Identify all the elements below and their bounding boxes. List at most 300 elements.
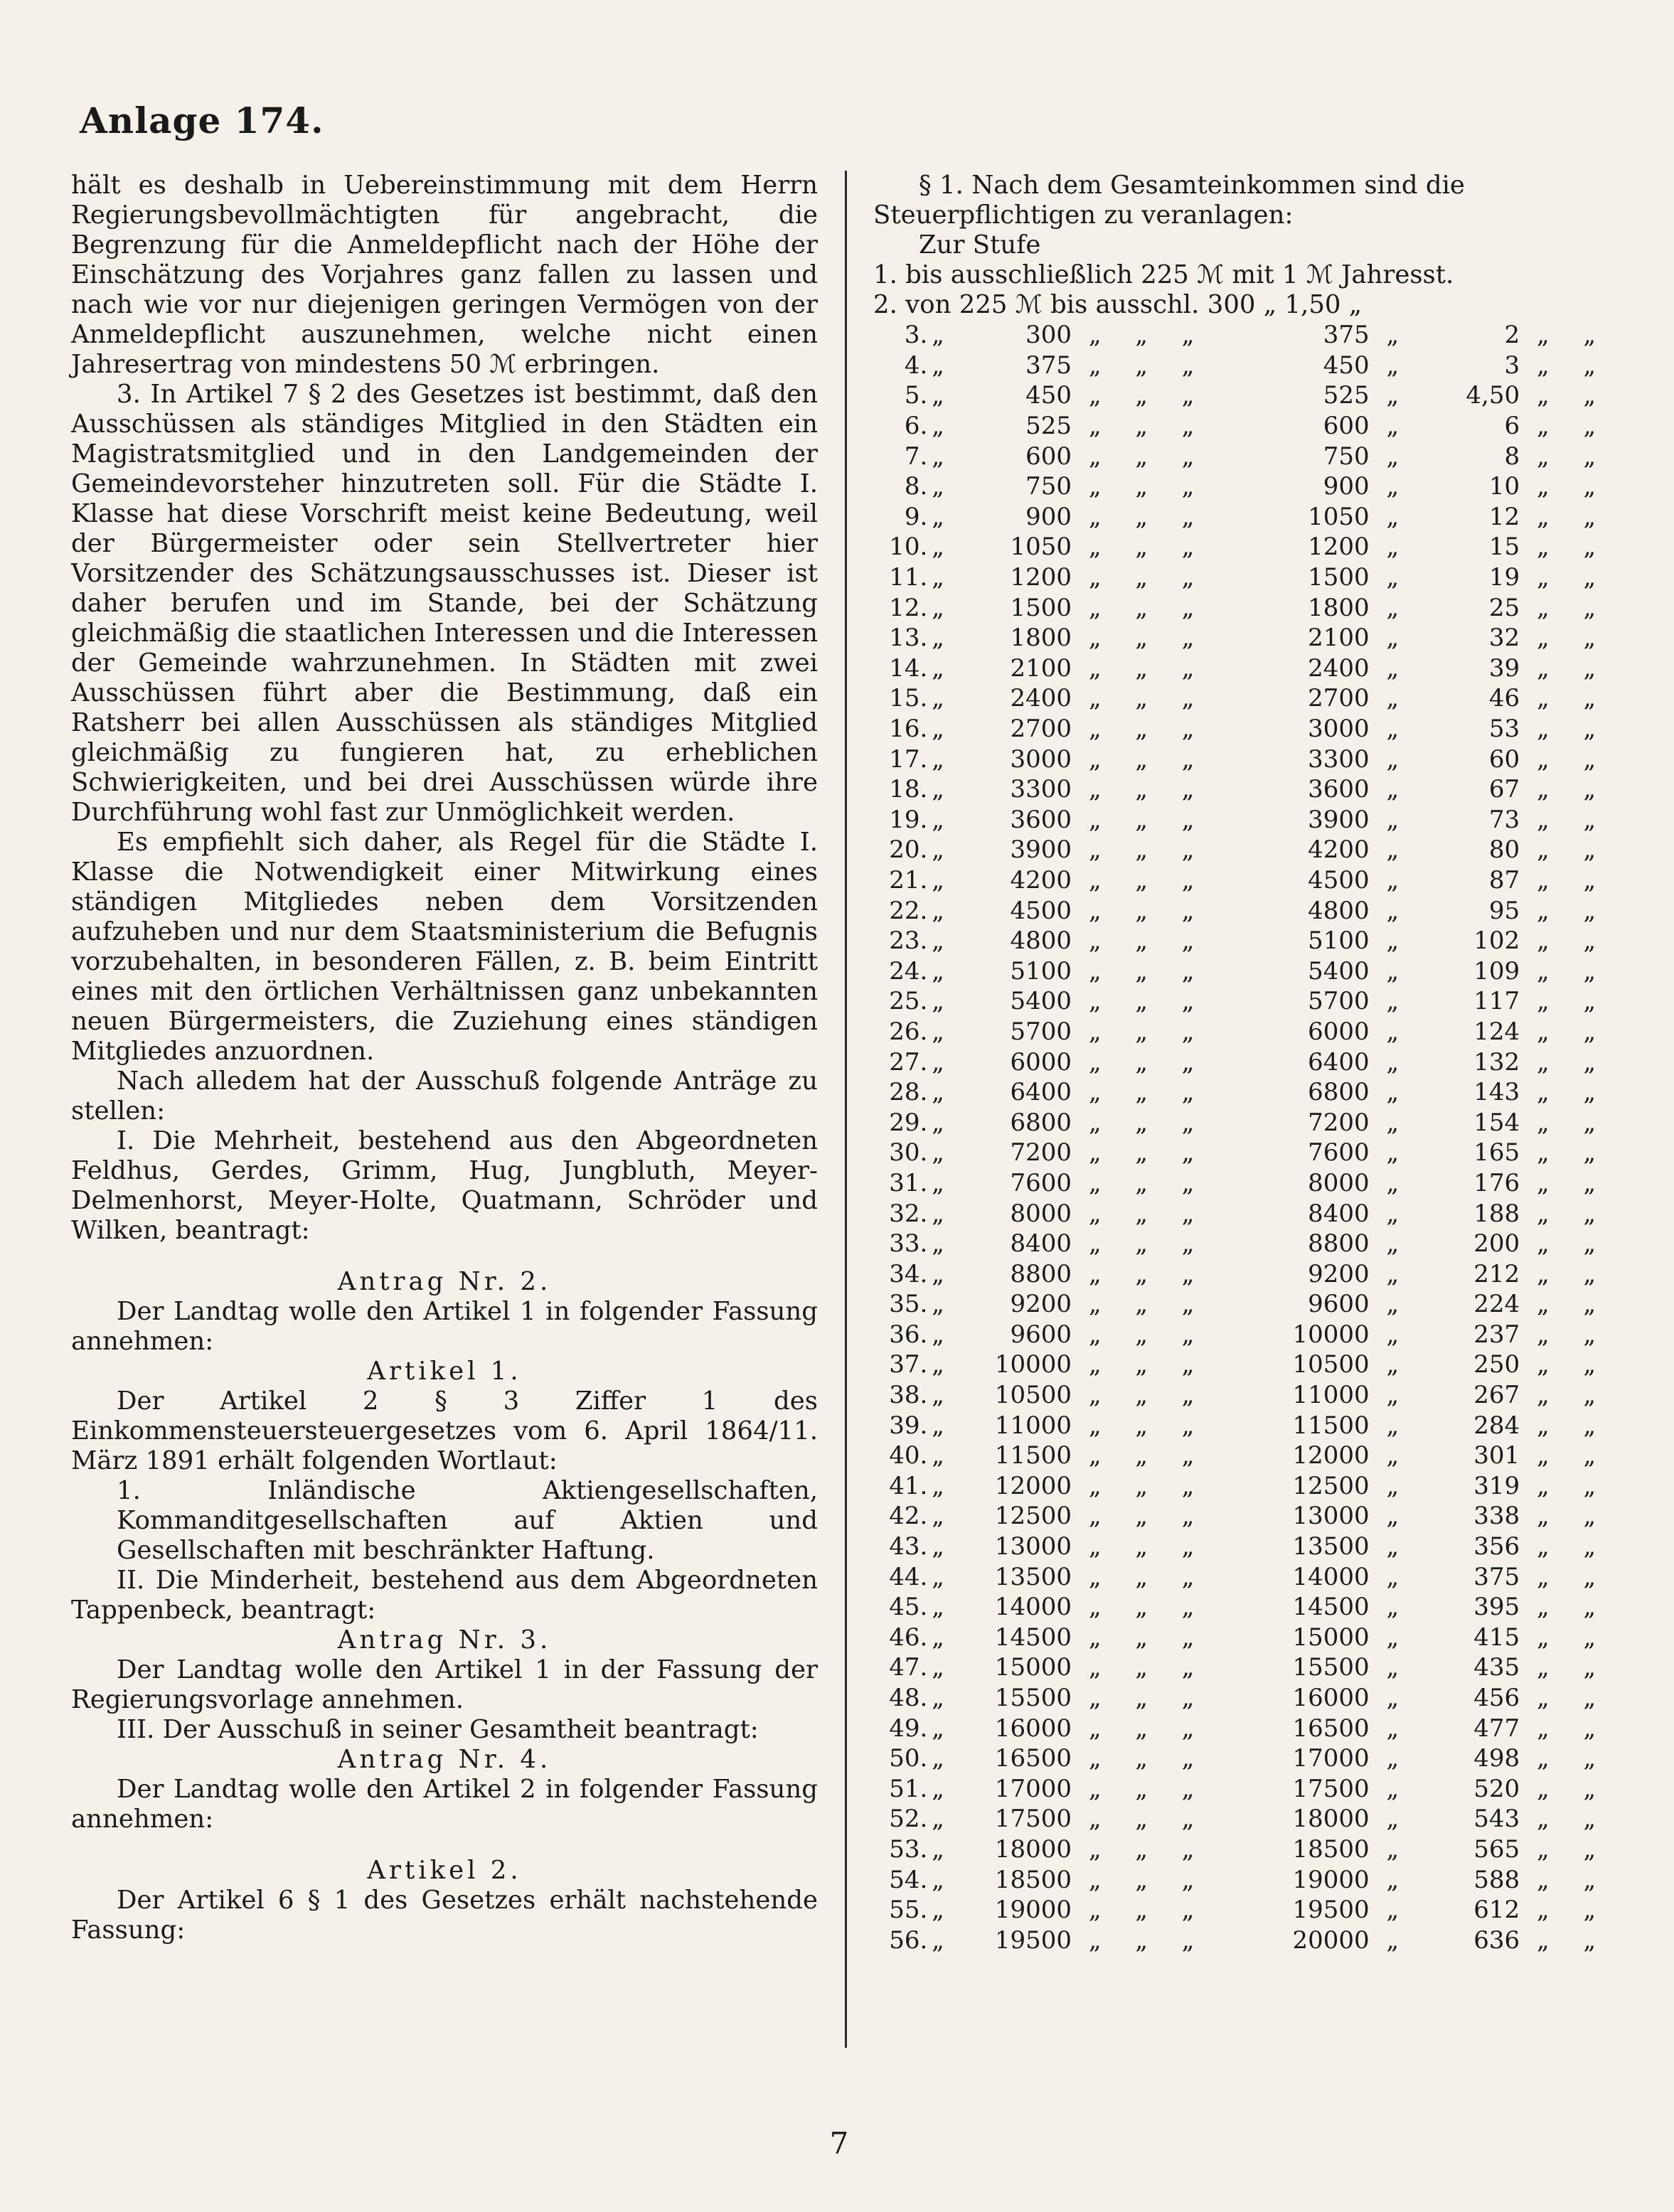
table-cell: „ — [1386, 1411, 1400, 1440]
table-cell: „ — [1088, 1805, 1102, 1834]
table-cell: „ — [1537, 563, 1550, 592]
table-cell: „ — [932, 1865, 944, 1894]
table-cell: „ — [932, 442, 944, 471]
table-cell: „ — [1135, 896, 1148, 925]
table-cell: „ — [932, 1259, 944, 1288]
table-cell: „ — [1583, 1593, 1596, 1622]
table-cell: 29. — [889, 1108, 928, 1137]
table-cell: 17. — [889, 744, 928, 774]
table-cell: 9600 — [1010, 1320, 1072, 1349]
table-cell: „ — [1135, 1834, 1148, 1864]
table-cell: „ — [932, 1562, 944, 1591]
table-cell: 9. — [904, 502, 928, 531]
table-cell: „ — [1583, 1381, 1596, 1410]
table-cell: „ — [1088, 381, 1102, 410]
table-cell: 5700 — [1010, 1017, 1072, 1046]
table-cell: „ — [1135, 1653, 1148, 1682]
table-cell: „ — [932, 865, 944, 894]
table-cell: 435 — [1473, 1653, 1520, 1682]
table-cell: 19500 — [994, 1925, 1072, 1955]
table-cell: 1500 — [1308, 563, 1370, 592]
table-cell: „ — [1583, 805, 1596, 834]
table-cell: „ — [1181, 1865, 1195, 1894]
table-cell: 17000 — [994, 1774, 1072, 1803]
table-cell: 45. — [889, 1593, 928, 1622]
table-cell: 600 — [1323, 412, 1370, 441]
table-cell: „ — [932, 351, 944, 380]
table-cell: „ — [1135, 1047, 1148, 1076]
table-cell: „ — [1181, 1805, 1195, 1834]
table-cell: „ — [932, 1350, 944, 1379]
table-cell: „ — [1386, 412, 1400, 441]
table-cell: „ — [1088, 1441, 1102, 1470]
table-cell: 2400 — [1010, 684, 1072, 713]
table-cell: 8000 — [1308, 1168, 1370, 1197]
table-cell: „ — [1135, 1168, 1148, 1197]
table-cell: 3300 — [1308, 744, 1370, 774]
table-cell: „ — [1088, 1653, 1102, 1682]
table-cell: „ — [1583, 684, 1596, 713]
table-cell: „ — [932, 1623, 944, 1652]
table-cell: „ — [1135, 1502, 1148, 1531]
table-cell: „ — [1135, 775, 1148, 804]
table-cell: „ — [1583, 563, 1596, 592]
table-cell: 18000 — [994, 1834, 1072, 1864]
table-cell: „ — [1135, 715, 1148, 744]
table-cell: 3600 — [1308, 775, 1370, 804]
table-cell: „ — [1088, 715, 1102, 744]
table-cell: „ — [1181, 1896, 1195, 1925]
table-cell: „ — [1181, 1199, 1195, 1228]
table-cell: „ — [1135, 593, 1148, 622]
table-row — [873, 835, 1613, 865]
table-cell: 250 — [1473, 1350, 1520, 1379]
table-cell: 49. — [889, 1714, 928, 1743]
table-cell: „ — [1135, 805, 1148, 834]
table-cell: 18000 — [1292, 1805, 1370, 1834]
table-cell: „ — [1583, 1896, 1596, 1925]
table-cell: „ — [1181, 1320, 1195, 1349]
table-cell: 34. — [889, 1259, 928, 1288]
table-cell: „ — [1386, 624, 1400, 653]
table-cell: „ — [1135, 1078, 1148, 1107]
table-cell: „ — [1088, 1047, 1102, 1076]
table-cell: 4200 — [1010, 865, 1072, 894]
table-cell: 7200 — [1010, 1138, 1072, 1168]
table-cell: 11000 — [1292, 1381, 1370, 1410]
table-cell: „ — [1181, 1774, 1195, 1803]
table-cell: „ — [932, 1290, 944, 1319]
table-cell: „ — [1088, 351, 1102, 380]
table-cell: „ — [1386, 1623, 1400, 1652]
table-cell: „ — [1088, 1290, 1102, 1319]
table-cell: „ — [1135, 321, 1148, 350]
table-cell: „ — [1583, 896, 1596, 925]
table-row — [873, 411, 1613, 442]
table-cell: „ — [1181, 624, 1195, 653]
table-cell: 8400 — [1308, 1199, 1370, 1228]
paragraph: Der Artikel 6 § 1 des Gesetzes erhält nachstehende Fassung: — [71, 1886, 818, 1945]
table-cell: „ — [1135, 472, 1148, 501]
paragraph: Der Landtag wolle den Artikel 1 in folgender Fassung annehmen: — [71, 1297, 818, 1356]
table-cell: „ — [1583, 1774, 1596, 1803]
table-cell: 3300 — [1010, 775, 1072, 804]
table-cell: 14000 — [1292, 1562, 1370, 1591]
table-cell: 16000 — [994, 1714, 1072, 1743]
table-cell: 1800 — [1308, 593, 1370, 622]
table-cell: 46. — [889, 1623, 928, 1652]
table-cell: „ — [1386, 1805, 1400, 1834]
table-cell: 30. — [889, 1138, 928, 1168]
table-cell: „ — [1583, 502, 1596, 531]
table-cell: „ — [1088, 1562, 1102, 1591]
table-cell: „ — [1386, 1350, 1400, 1379]
table-cell: „ — [932, 1471, 944, 1500]
table-cell: 525 — [1323, 381, 1370, 410]
table-cell: 15500 — [994, 1684, 1072, 1713]
table-cell: 10000 — [1292, 1320, 1370, 1349]
table-cell: 3600 — [1010, 805, 1072, 834]
table-cell: „ — [1386, 1108, 1400, 1137]
table-cell: „ — [932, 653, 944, 683]
table-row — [873, 351, 1613, 381]
table-cell: 28. — [889, 1078, 928, 1107]
table-cell: 450 — [1323, 351, 1370, 380]
table-cell: „ — [1537, 1532, 1550, 1561]
table-cell: „ — [1583, 1502, 1596, 1531]
table-cell: 13. — [889, 624, 928, 653]
table-cell: „ — [1583, 1168, 1596, 1197]
table-row — [873, 744, 1613, 774]
table-cell: 1800 — [1010, 624, 1072, 653]
table-row — [873, 1501, 1613, 1532]
table-cell: „ — [1181, 926, 1195, 956]
table-cell: „ — [1537, 593, 1550, 622]
table-row — [873, 380, 1613, 411]
table-cell: „ — [1135, 1805, 1148, 1834]
table-cell: „ — [1088, 563, 1102, 592]
table-row — [873, 714, 1613, 744]
table-cell: 750 — [1025, 472, 1072, 501]
table-cell: „ — [1386, 835, 1400, 865]
table-cell: „ — [932, 1229, 944, 1259]
table-cell: „ — [1386, 1259, 1400, 1288]
table-cell: „ — [1386, 744, 1400, 774]
table-cell: „ — [1088, 502, 1102, 531]
table-cell: „ — [1135, 1684, 1148, 1713]
table-cell: „ — [1386, 1502, 1400, 1531]
table-cell: 10500 — [994, 1381, 1072, 1410]
table-cell: „ — [1537, 472, 1550, 501]
table-cell: 36. — [889, 1320, 928, 1349]
table-cell: 588 — [1473, 1865, 1520, 1894]
table-row — [873, 956, 1613, 986]
table-cell: „ — [1583, 533, 1596, 562]
table-cell: 4500 — [1308, 865, 1370, 894]
table-cell: „ — [932, 563, 944, 592]
table-cell: 415 — [1473, 1623, 1520, 1652]
table-cell: 20. — [889, 835, 928, 865]
table-cell: „ — [1135, 1017, 1148, 1046]
table-cell: „ — [1537, 1774, 1550, 1803]
table-cell: 8400 — [1010, 1229, 1072, 1259]
table-row — [873, 1410, 1613, 1441]
table-cell: „ — [1386, 1168, 1400, 1197]
table-cell: 11500 — [1292, 1411, 1370, 1440]
table-cell: 22. — [889, 896, 928, 925]
table-cell: „ — [1181, 896, 1195, 925]
table-cell: 6000 — [1010, 1047, 1072, 1076]
table-cell: 212 — [1473, 1259, 1520, 1288]
table-cell: 6400 — [1010, 1078, 1072, 1107]
table-cell: „ — [1583, 1320, 1596, 1349]
table-cell: „ — [1537, 744, 1550, 774]
table-cell: 143 — [1473, 1078, 1520, 1107]
table-cell: „ — [1583, 926, 1596, 956]
paragraph: 3. In Artikel 7 § 2 des Gesetzes ist bestimmt, daß den Ausschüssen als ständiges Mitglied in den Städten ein Magistratsmitglied und in den Landgemeinden der Gemeindevorsteher hinzutreten soll. Für die Städte I. Klasse hat diese Vorschrift meist keine Bedeutung, weil der Bürgermeister oder sein Stellvertreter hier Vorsitzender des Schätzungsausschusses ist. Dieser ist daher berufen und im Stande, bei der Schätzung gleichmäßig die staatlichen Interessen und die Interessen der Gemeinde wahrzunehmen. In Städten mit zwei Ausschüssen führt aber die Bestimmung, daß ein Ratsherr bei allen Ausschüssen als ständiges Mitglied gleichmäßig zu fungieren hat, zu erheblichen Schwierigkeiten, und bei drei Ausschüssen würde ihre Durchführung wohl fast zur Unmöglichkeit werden. — [71, 380, 818, 827]
table-cell: 25. — [889, 987, 928, 1016]
table-cell: 8800 — [1308, 1229, 1370, 1259]
table-row — [873, 653, 1613, 684]
table-cell: „ — [1583, 1805, 1596, 1834]
table-cell: „ — [1386, 442, 1400, 471]
table-cell: 33. — [889, 1229, 928, 1259]
table-cell: „ — [1537, 926, 1550, 956]
table-cell: 3000 — [1010, 744, 1072, 774]
table-cell: „ — [1537, 715, 1550, 744]
table-cell: „ — [1088, 321, 1102, 350]
table-cell: 224 — [1473, 1290, 1520, 1319]
paragraph: III. Der Ausschuß in seiner Gesamtheit beantragt: — [117, 1715, 759, 1744]
table-cell: „ — [1386, 502, 1400, 531]
table-cell: „ — [1537, 1653, 1550, 1682]
table-cell: 19000 — [994, 1896, 1072, 1925]
stufe-heading: Zur Stufe — [919, 230, 1041, 260]
table-cell: „ — [1088, 1593, 1102, 1622]
table-cell: „ — [1181, 1502, 1195, 1531]
table-cell: 267 — [1473, 1381, 1520, 1410]
table-cell: „ — [1181, 1532, 1195, 1561]
table-cell: „ — [1583, 1047, 1596, 1076]
table-cell: „ — [1537, 1865, 1550, 1894]
table-cell: „ — [1386, 775, 1400, 804]
table-cell: 1050 — [1010, 533, 1072, 562]
table-row — [873, 471, 1613, 502]
table-cell: 3. — [904, 321, 928, 350]
table-cell: „ — [1583, 1865, 1596, 1894]
table-cell: „ — [1088, 896, 1102, 925]
table-cell: 11000 — [994, 1411, 1072, 1440]
table-cell: „ — [1135, 1593, 1148, 1622]
table-cell: „ — [1583, 775, 1596, 804]
paragraph: Der Artikel 2 § 3 Ziffer 1 des Einkommensteuersteuergesetzes vom 6. April 1864/11. März 1891 erhält folgenden Wortlaut: — [71, 1386, 818, 1475]
table-cell: „ — [932, 1593, 944, 1622]
table-cell: „ — [932, 1047, 944, 1076]
table-cell: „ — [1181, 865, 1195, 894]
table-cell: 41. — [889, 1471, 928, 1500]
table-row — [873, 1017, 1613, 1047]
table-cell: „ — [932, 321, 944, 350]
table-cell: 14500 — [1292, 1593, 1370, 1622]
table-cell: 15. — [889, 684, 928, 713]
table-cell: „ — [932, 1381, 944, 1410]
table-row — [873, 1834, 1613, 1865]
table-cell: 12500 — [994, 1502, 1072, 1531]
table-cell: 14500 — [994, 1623, 1072, 1652]
table-cell: „ — [1537, 351, 1550, 380]
table-cell: „ — [1386, 1320, 1400, 1349]
table-cell: „ — [1088, 472, 1102, 501]
paragraph: hält es deshalb in Uebereinstimmung mit dem Herrn Regierungsbevollmächtigten für angebracht, die Begrenzung für die Anmeldepflicht nach der Höhe der Einschätzung des Vorjahres ganz fallen zu lassen und nach wie vor nur diejenigen geringen Vermögen von der Anmeldepflicht auszunehmen, welche nicht einen Jahresertrag von mindestens 50 ℳ erbringen. — [71, 171, 818, 379]
table-cell: „ — [1088, 533, 1102, 562]
table-cell: „ — [1583, 1623, 1596, 1652]
table-row — [873, 1804, 1613, 1834]
table-cell: 19 — [1488, 563, 1520, 592]
table-cell: „ — [1537, 1562, 1550, 1591]
table-cell: 23. — [889, 926, 928, 956]
table-cell: 2700 — [1010, 715, 1072, 744]
table-cell: „ — [1386, 1925, 1400, 1955]
table-row — [873, 926, 1613, 956]
paragraph: Es empfiehlt sich daher, als Regel für die Städte I. Klasse die Notwendigkeit einer Mitwirkung eines ständigen Mitgliedes neben dem Vorsitzenden aufzuheben und nur dem Staatsministerium die Befugnis vorzubehalten, in besonderen Fällen, z. B. beim Eintritt eines mit den örtlichen Verhältnissen ganz unbekannten neuen Bürgermeisters, die Zuziehung eines ständigen Mitgliedes anzuordnen. — [71, 828, 818, 1066]
table-cell: „ — [1088, 987, 1102, 1016]
table-cell: „ — [1088, 1925, 1102, 1955]
table-cell: „ — [1386, 1834, 1400, 1864]
table-cell: „ — [932, 1017, 944, 1046]
table-cell: „ — [1386, 1047, 1400, 1076]
table-row — [873, 774, 1613, 805]
table-cell: 19. — [889, 805, 928, 834]
table-cell: „ — [1386, 1471, 1400, 1500]
table-cell: 6800 — [1308, 1078, 1370, 1107]
table-cell: 4800 — [1308, 896, 1370, 925]
table-cell: 375 — [1323, 321, 1370, 350]
table-cell: 3000 — [1308, 715, 1370, 744]
table-cell: „ — [1583, 624, 1596, 653]
table-cell: „ — [1583, 835, 1596, 865]
table-cell: 18. — [889, 775, 928, 804]
table-cell: 47. — [889, 1653, 928, 1682]
table-cell: 10 — [1488, 472, 1520, 501]
table-cell: 12500 — [1292, 1471, 1370, 1500]
table-cell: „ — [1135, 987, 1148, 1016]
table-cell: „ — [1181, 1623, 1195, 1652]
table-cell: „ — [1135, 1532, 1148, 1561]
table-cell: „ — [1088, 593, 1102, 622]
table-cell: „ — [1088, 1259, 1102, 1288]
table-cell: „ — [932, 715, 944, 744]
table-row — [873, 1107, 1613, 1138]
table-cell: „ — [1583, 1562, 1596, 1591]
table-cell: 53. — [889, 1834, 928, 1864]
table-cell: „ — [1135, 1199, 1148, 1228]
table-cell: 165 — [1473, 1138, 1520, 1168]
table-cell: „ — [1088, 1199, 1102, 1228]
table-cell: „ — [1583, 321, 1596, 350]
table-cell: „ — [932, 1684, 944, 1713]
table-cell: „ — [1181, 1259, 1195, 1288]
table-cell: „ — [1088, 1684, 1102, 1713]
table-row — [873, 623, 1613, 653]
table-cell: „ — [1583, 1441, 1596, 1470]
table-cell: 319 — [1473, 1471, 1520, 1500]
table-cell: „ — [1181, 442, 1195, 471]
table-cell: 50. — [889, 1744, 928, 1773]
table-cell: „ — [1583, 1229, 1596, 1259]
table-cell: „ — [1181, 1168, 1195, 1197]
table-row — [873, 1047, 1613, 1077]
table-cell: „ — [1386, 865, 1400, 894]
table-cell: 356 — [1473, 1532, 1520, 1561]
table-cell: „ — [1537, 1350, 1550, 1379]
table-cell: „ — [1386, 563, 1400, 592]
table-row — [873, 1289, 1613, 1320]
table-cell: „ — [1181, 1684, 1195, 1713]
table-cell: 2400 — [1308, 653, 1370, 683]
table-cell: „ — [1181, 653, 1195, 683]
table-row — [873, 683, 1613, 714]
table-cell: 450 — [1025, 381, 1072, 410]
table-cell: 51. — [889, 1774, 928, 1803]
table-row — [873, 1864, 1613, 1895]
table-cell: „ — [1088, 412, 1102, 441]
table-cell: „ — [1537, 1925, 1550, 1955]
table-cell: 4800 — [1010, 926, 1072, 956]
table-cell: 16500 — [994, 1744, 1072, 1773]
paragraph: II. Die Minderheit, bestehend aus dem Abgeordneten Tappenbeck, beantragt: — [71, 1566, 818, 1625]
table-cell: 1200 — [1308, 533, 1370, 562]
table-cell: 1200 — [1010, 563, 1072, 592]
table-cell: 6. — [904, 412, 928, 441]
paragraph: I. Die Mehrheit, bestehend aus den Abgeordneten Feldhus, Gerdes, Grimm, Hug, Jungbluth, Meyer-Delmenhorst, Meyer-Holte, Quatmann, Schröder und Wilken, beantragt: — [71, 1126, 818, 1245]
table-cell: „ — [1537, 835, 1550, 865]
table-cell: „ — [1386, 1714, 1400, 1743]
table-cell: „ — [932, 593, 944, 622]
table-cell: „ — [1386, 987, 1400, 1016]
table-cell: 24. — [889, 956, 928, 985]
table-cell: „ — [1088, 926, 1102, 956]
table-cell: „ — [932, 1925, 944, 1955]
table-cell: 6 — [1504, 412, 1520, 441]
table-cell: „ — [1537, 1290, 1550, 1319]
table-cell: „ — [1135, 1350, 1148, 1379]
table-cell: 300 — [1025, 321, 1072, 350]
table-cell: 19000 — [1292, 1865, 1370, 1894]
table-cell: „ — [932, 1774, 944, 1803]
table-cell: 17500 — [1292, 1774, 1370, 1803]
table-row — [873, 1320, 1613, 1350]
table-cell: „ — [1088, 1532, 1102, 1561]
table-cell: 117 — [1473, 987, 1520, 1016]
table-cell: 46 — [1488, 684, 1520, 713]
table-cell: 9600 — [1308, 1290, 1370, 1319]
table-cell: „ — [1135, 502, 1148, 531]
table-cell: „ — [1181, 1078, 1195, 1107]
table-cell: „ — [1088, 1502, 1102, 1531]
table-cell: 338 — [1473, 1502, 1520, 1531]
table-cell: 80 — [1488, 835, 1520, 865]
table-cell: 2100 — [1308, 624, 1370, 653]
table-cell: 102 — [1473, 926, 1520, 956]
table-cell: 525 — [1025, 412, 1072, 441]
table-cell: 15 — [1488, 533, 1520, 562]
table-cell: „ — [1537, 1502, 1550, 1531]
paragraph: Nach alledem hat der Ausschuß folgende Anträge zu stellen: — [71, 1067, 818, 1126]
table-row — [873, 1168, 1613, 1199]
table-cell: „ — [1181, 593, 1195, 622]
table-cell: „ — [1135, 1259, 1148, 1288]
table-cell: „ — [1537, 442, 1550, 471]
